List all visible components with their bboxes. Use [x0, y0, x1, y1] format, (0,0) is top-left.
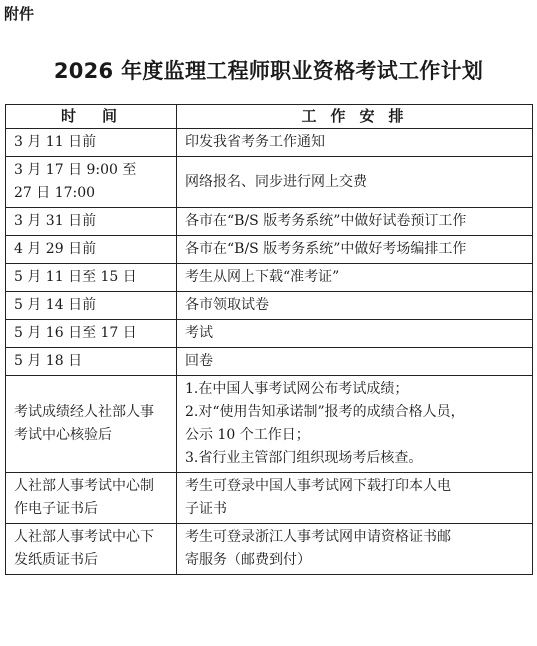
task-line: 回卷	[185, 353, 213, 369]
table-body	[6, 129, 533, 575]
table-row	[6, 264, 533, 292]
time-line: 3 月 31 日前	[14, 213, 97, 229]
time-line: 考试成绩经人社部人事	[14, 404, 154, 420]
task-line: 3.省行业主管部门组织现场考后核查。	[185, 450, 423, 466]
time-line: 5 月 16 日至 17 日	[14, 325, 137, 341]
task-cell	[177, 129, 533, 157]
time-cell	[6, 129, 177, 157]
time-line: 3 月 17 日 9:00 至	[14, 162, 137, 178]
time-cell	[6, 473, 177, 524]
table-row	[6, 524, 533, 575]
time-line: 考试中心核验后	[14, 427, 112, 443]
task-line: 2.对“使用告知承诺制”报考的成绩合格人员，	[185, 404, 465, 420]
task-line: 考试	[185, 325, 213, 341]
task-cell	[177, 157, 533, 208]
table-row	[6, 292, 533, 320]
task-cell	[177, 264, 533, 292]
task-line: 各市领取试卷	[185, 297, 269, 313]
task-line: 1.在中国人事考试网公布考试成绩；	[185, 381, 409, 397]
table-row	[6, 208, 533, 236]
header-time: 时间	[6, 105, 177, 129]
time-cell	[6, 157, 177, 208]
time-line: 5 月 18 日	[14, 353, 83, 369]
time-line: 人社部人事考试中心下	[14, 529, 154, 545]
table-row	[6, 129, 533, 157]
table-row	[6, 236, 533, 264]
task-line: 考生从网上下载“准考证”	[185, 269, 340, 285]
document-title: 2026 年度监理工程师职业资格考试工作计划	[53, 59, 484, 83]
task-cell	[177, 524, 533, 575]
table-row	[6, 320, 533, 348]
task-cell	[177, 236, 533, 264]
attachment-label: 附件	[4, 5, 35, 23]
task-line: 考生可登录浙江人事考试网申请资格证书邮	[185, 529, 451, 545]
task-line: 网络报名、同步进行网上交费	[185, 173, 367, 190]
task-cell	[177, 208, 533, 236]
time-cell	[6, 236, 177, 264]
task-cell	[177, 376, 533, 473]
task-line: 子证书	[185, 501, 227, 517]
time-cell	[6, 320, 177, 348]
task-cell	[177, 348, 533, 376]
time-cell	[6, 376, 177, 473]
work-plan-table	[5, 104, 533, 575]
time-line: 3 月 11 日前	[14, 134, 97, 150]
time-line: 5 月 14 日前	[14, 297, 97, 313]
time-line: 5 月 11 日至 15 日	[14, 269, 137, 285]
table-row	[6, 157, 533, 208]
table-row	[6, 473, 533, 524]
task-cell	[177, 473, 533, 524]
time-line: 发纸质证书后	[14, 552, 98, 568]
time-cell	[6, 208, 177, 236]
table-row	[6, 376, 533, 473]
task-line: 各市在“B/S 版考务系统”中做好考场编排工作	[185, 241, 467, 257]
task-cell	[177, 292, 533, 320]
task-line: 寄服务（邮费到付）	[185, 552, 311, 568]
header-task: 工作安排	[177, 105, 533, 129]
table-header-row	[6, 105, 533, 129]
table-row	[6, 348, 533, 376]
task-line: 各市在“B/S 版考务系统”中做好试卷预订工作	[185, 213, 467, 229]
task-line: 考生可登录中国人事考试网下载打印本人电	[185, 478, 451, 494]
task-cell	[177, 320, 533, 348]
time-cell	[6, 264, 177, 292]
time-line: 作电子证书后	[14, 501, 98, 517]
task-line: 印发我省考务工作通知	[185, 134, 325, 150]
time-cell	[6, 348, 177, 376]
time-cell	[6, 292, 177, 320]
time-line: 4 月 29 日前	[14, 241, 97, 257]
time-line: 27 日 17:00	[14, 185, 96, 201]
time-cell	[6, 524, 177, 575]
time-line: 人社部人事考试中心制	[14, 478, 154, 494]
task-line: 公示 10 个工作日；	[185, 427, 310, 443]
